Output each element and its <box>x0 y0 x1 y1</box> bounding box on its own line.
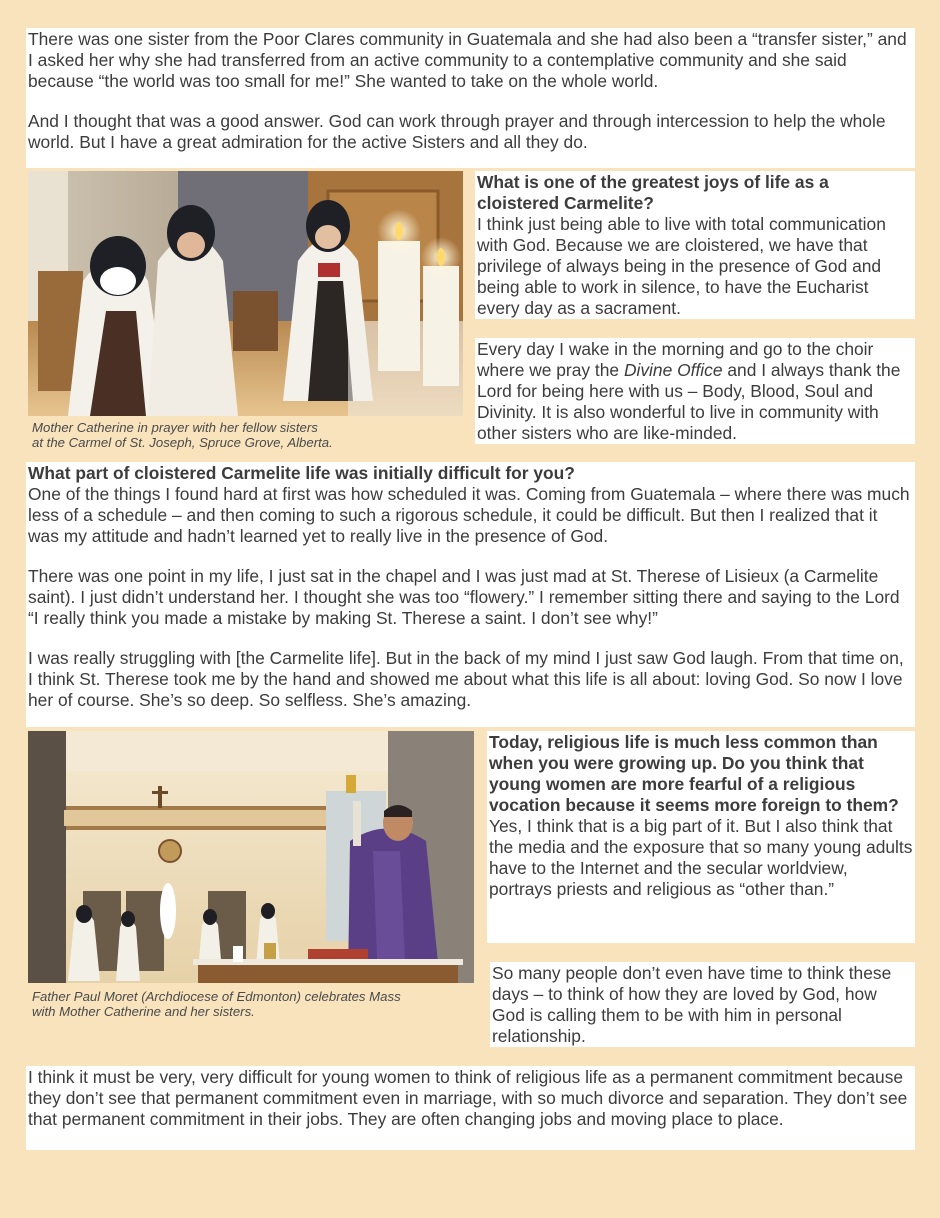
paragraph: There was one point in my life, I just sat in the chapel and I was just mad at St. Therese of Lisieux (a Carmelite saint). I just didn’t understand her. I thought she was too “flowery.” I remember sitting there and saying to the Lord “I really think you made a mistake by making St. Therese a saint. I don’t see why!” <box>28 566 900 628</box>
photo-caption <box>32 420 462 450</box>
sisters-in-prayer-image <box>28 171 463 416</box>
loved-by-god-block <box>490 962 915 1047</box>
daily-life-block <box>475 338 915 444</box>
intro-text-block <box>26 28 915 168</box>
permanent-commitment-block <box>26 1066 915 1150</box>
vocation-qa-block <box>487 731 915 943</box>
paragraph: I was really struggling with [the Carmelite life]. But in the back of my mind I just saw God laugh. From that time on, I think St. Therese took me by the hand and showed me about what this life is all about: loving God. So now I love her of course. She’s so deep. So selfless. She’s amazing. <box>28 648 904 710</box>
caption-line: Mother Catherine in prayer with her fellow sisters <box>32 420 318 435</box>
question-heading: What is one of the greatest joys of life as a cloistered Carmelite? <box>477 172 829 213</box>
paragraph <box>477 339 913 444</box>
photo-caption <box>32 989 478 1019</box>
paragraph: One of the things I found hard at first was how scheduled it was. Coming from Guatemala – where there was much less of a schedule – and then coming to such a rigorous schedule, it could be difficult. But then I realized that it was my attitude and hadn’t learned yet to really live in the presence of God. <box>28 484 910 546</box>
paragraph: And I thought that was a good answer. God can work through prayer and through intercession to help the whole world. But I have a great admiration for the active Sisters and all they do. <box>28 111 886 152</box>
question-heading: What part of cloistered Carmelite life was initially difficult for you? <box>28 463 575 483</box>
caption-line: with Mother Catherine and her sisters. <box>32 1004 255 1019</box>
joys-qa-block <box>475 171 915 319</box>
divine-office-italic: Divine Office <box>623 360 723 380</box>
answer-paragraph: I think just being able to live with total communication with God. Because we are cloistered, we have that privilege of always being in the presence of God and being able to work in silence, to have the Eucharist every day as a sacrament. <box>477 214 886 318</box>
text-segment: and I always thank the Lord for being here with us – Body, Blood, Soul and Divinity. It is also wonderful to live in community with other sisters who are like-minded. <box>477 360 901 443</box>
caption-line: at the Carmel of St. Joseph, Spruce Grove, Alberta. <box>32 435 333 450</box>
question-heading: Today, religious life is much less common than when you were growing up. Do you think that young women are more fearful of a religious vocation because it seems more foreign to them? <box>489 732 899 815</box>
mass-celebration-image <box>28 731 474 983</box>
caption-line: Father Paul Moret (Archdiocese of Edmonton) celebrates Mass <box>32 989 401 1004</box>
difficult-qa-block <box>26 462 915 727</box>
photo-mass-celebration <box>28 731 474 983</box>
paragraph: So many people don’t even have time to think these days – to think of how they are loved by God, how God is calling them to be with him in personal relationship. <box>492 963 892 1046</box>
text-segment: Every day I wake in the morning and go to the choir where we pray the <box>477 339 874 380</box>
paragraph: There was one sister from the Poor Clares community in Guatemala and she had also been a “transfer sister,” and I asked her why she had transferred from an active community to a contemplative community and she said because “the world was too small for me!” She wanted to take on the whole world. <box>28 29 907 91</box>
answer-paragraph: Yes, I think that is a big part of it. But I also think that the media and the exposure that so many young adults have to the Internet and the secular worldview, portrays priests and religious as “other than.” <box>489 816 913 899</box>
photo-sisters-in-prayer <box>28 171 463 416</box>
paragraph: I think it must be very, very difficult for young women to think of religious life as a permanent commitment because they don’t see that permanent commitment even in marriage, with so much divorce and separation. They don’t see that permanent commitment in their jobs. They are often changing jobs and moving place to place. <box>28 1067 908 1129</box>
